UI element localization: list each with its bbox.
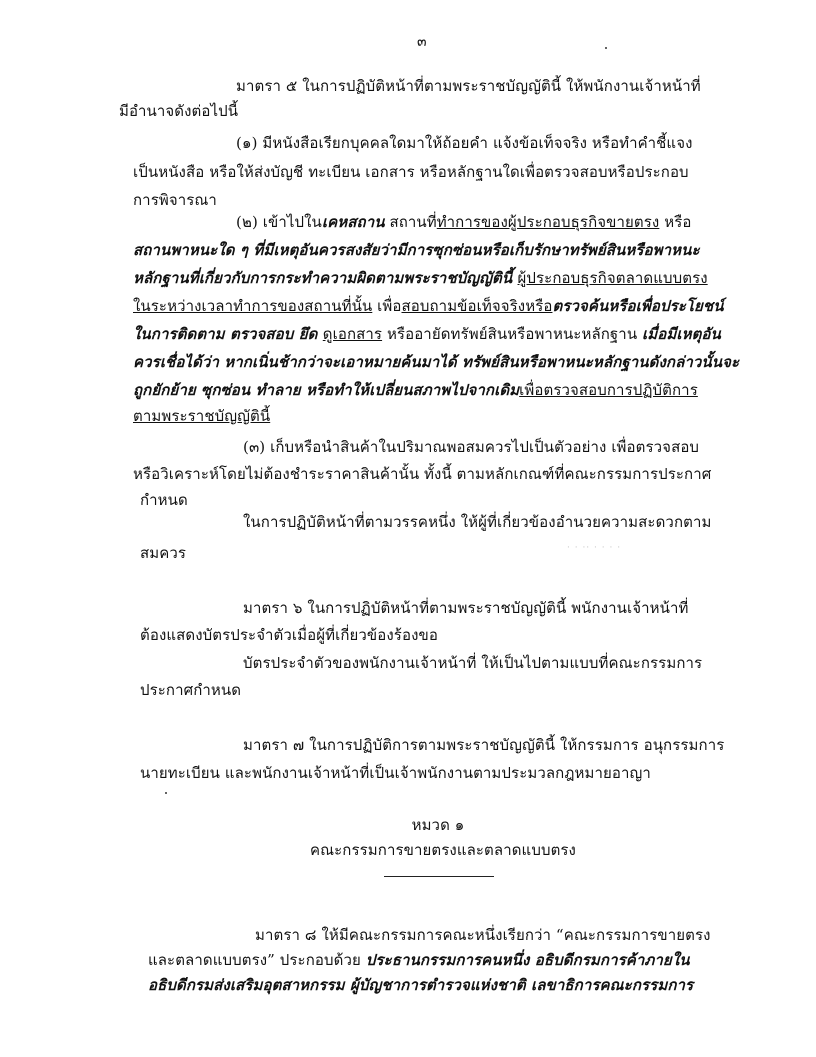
item-2-line-7	[133, 380, 698, 400]
section-6-line-2: ต้องแสดงบัตรประจำตัวเมื่อผู้ที่เกี่ยวข้องร้องขอ	[140, 626, 438, 644]
page-number: ๓	[417, 34, 427, 50]
item-2-dwelling: เคหสถาน	[321, 213, 385, 231]
item-2-search: ตรวจค้นหรือเพื่อประโยชน์	[552, 297, 724, 315]
scan-smudge: · · ·· · · · ·	[567, 543, 622, 553]
item-2-seize: หรืออายัดทรัพย์สินหรือพาหนะหลักฐาน	[382, 325, 643, 343]
chapter-title: คณะกรรมการขายตรงและตลาดแบบตรง	[310, 841, 576, 859]
item-3-line-3: กำหนด	[140, 491, 188, 509]
item-2-line-1	[236, 212, 691, 232]
item-2-for: เพื่อ	[372, 297, 402, 315]
section-6-line-4: ประกาศกำหนด	[140, 681, 242, 699]
paragraph-line-1: ในการปฏิบัติหน้าที่ตามวรรคหนึ่ง ให้ผู้ที่เกี่ยวข้องอำนวยความสะดวกตาม	[243, 513, 712, 531]
scan-speck	[165, 792, 167, 794]
section-6-line-1: มาตรา ๖ ในการปฏิบัติหน้าที่ตามพระราชบัญญัตินี้ พนักงานเจ้าหน้าที่	[243, 599, 689, 617]
section-8-line-3: อธิบดีกรมส่งเสริมอุตสาหกรรม ผู้บัญชาการตำรวจแห่งชาติ เลขาธิการคณะกรรมการ	[148, 976, 694, 994]
item-3-line-1: (๓) เก็บหรือนำสินค้าในปริมาณพอสมควรไปเป็นตัวอย่าง เพื่อตรวจสอบ	[243, 438, 700, 456]
item-2-line-8: ตามพระราชบัญญัตินี้	[133, 407, 271, 425]
item-2-moved: ถูกยักย้าย ซุกซ่อน ทำลาย หรือทำให้เปลี่ยนสภาพไปจากเดิม	[133, 381, 520, 399]
item-2-prefix: (๒) เข้าไปใน	[236, 213, 322, 231]
section-6-line-3: บัตรประจำตัวของพนักงานเจ้าหน้าที่ ให้เป็นไปตามแบบที่คณะกรรมการ	[243, 654, 703, 672]
item-2-line-5	[133, 324, 721, 344]
item-2-place: สถานที่	[384, 213, 437, 231]
item-2-line-2: สถานพาหนะใด ๆ ที่มีเหตุอันควรสงสัยว่ามีการซุกซ่อนหรือเก็บรักษาทรัพย์สินหรือพาหนะ	[133, 241, 700, 259]
item-3-line-2: หรือวิเคราะห์โดยไม่ต้องชำระราคาสินค้านั้น ทั้งนี้ ตามหลักเกณฑ์ที่คณะกรรมการประกาศ	[133, 465, 712, 483]
item-2-follow: ในการติดตาม ตรวจสอบ ยึด	[133, 325, 323, 343]
section-8-chairman: ประธานกรรมการคนหนึ่ง อธิบดีกรมการค้าภายใน	[365, 951, 690, 969]
section-5-line-2: มีอำนาจดังต่อไปนี้	[119, 102, 239, 120]
item-2-working-hours: ในระหว่างเวลาทำการของสถานที่นั้น	[133, 297, 373, 315]
section-5-line-1: มาตรา ๕ ในการปฏิบัติหน้าที่ตามพระราชบัญญัตินี้ ให้พนักงานเจ้าหน้าที่	[236, 77, 701, 95]
item-1-line-1: (๑) มีหนังสือเรียกบุคคลใดมาให้ถ้อยคำ แจ้งข้อเท็จจริง หรือทำคำชี้แจง	[236, 134, 693, 152]
item-2-line-3-text: หลักฐานที่เกี่ยวกับการกระทำความผิดตามพระราชบัญญัตินี้	[133, 269, 518, 287]
item-2-inquire: สอบถามข้อเท็จจริงหรือ	[401, 297, 553, 315]
heading-divider	[384, 876, 494, 877]
paragraph-line-2: สมควร	[140, 544, 187, 562]
item-1-line-2: เป็นหนังสือ หรือให้ส่งบัญชี ทะเบียน เอกสาร หรือหลักฐานใดเพื่อตรวจสอบหรือประกอบ	[133, 163, 689, 181]
section-7-line-1: มาตรา ๗ ในการปฏิบัติการตามพระราชบัญญัตินี้ ให้กรรมการ อนุกรรมการ	[243, 736, 725, 754]
section-8-consists-of: และตลาดแบบตรง” ประกอบด้วย	[148, 951, 366, 969]
chapter-heading: หมวด ๑	[411, 816, 465, 834]
item-1-line-3: การพิจารณา	[133, 191, 217, 209]
scan-speck	[605, 47, 607, 49]
item-2-direct-marketing: ผู้ประกอบธุรกิจตลาดแบบตรง	[517, 269, 708, 287]
item-2-line-4	[133, 296, 724, 316]
item-2-line-3	[133, 268, 708, 288]
item-2-line-6: ควรเชื่อได้ว่า หากเนิ่นช้ากว่าจะเอาหมายค้นมาได้ ทรัพย์สินหรือพาหนะหลักฐานดังกล่าวนั้นจะ	[133, 353, 740, 371]
section-8-line-1: มาตรา ๘ ให้มีคณะกรรมการคณะหนึ่งเรียกว่า “คณะกรรมการขายตรง	[255, 926, 711, 944]
item-2-business-place: ทำการของผู้ประกอบธุรกิจขายตรง	[436, 213, 660, 231]
item-2-reason: เมื่อมีเหตุอัน	[642, 325, 721, 343]
section-7-line-2: นายทะเบียน และพนักงานเจ้าหน้าที่เป็นเจ้าพนักงานตามประมวลกฎหมายอาญา	[140, 764, 651, 782]
item-2-view-docs: ดูเอกสาร	[322, 325, 383, 343]
section-8-line-2	[148, 950, 690, 970]
item-2-inspect: เพื่อตรวจสอบการปฏิบัติการ	[519, 381, 698, 399]
item-2-or: หรือ	[659, 213, 692, 231]
